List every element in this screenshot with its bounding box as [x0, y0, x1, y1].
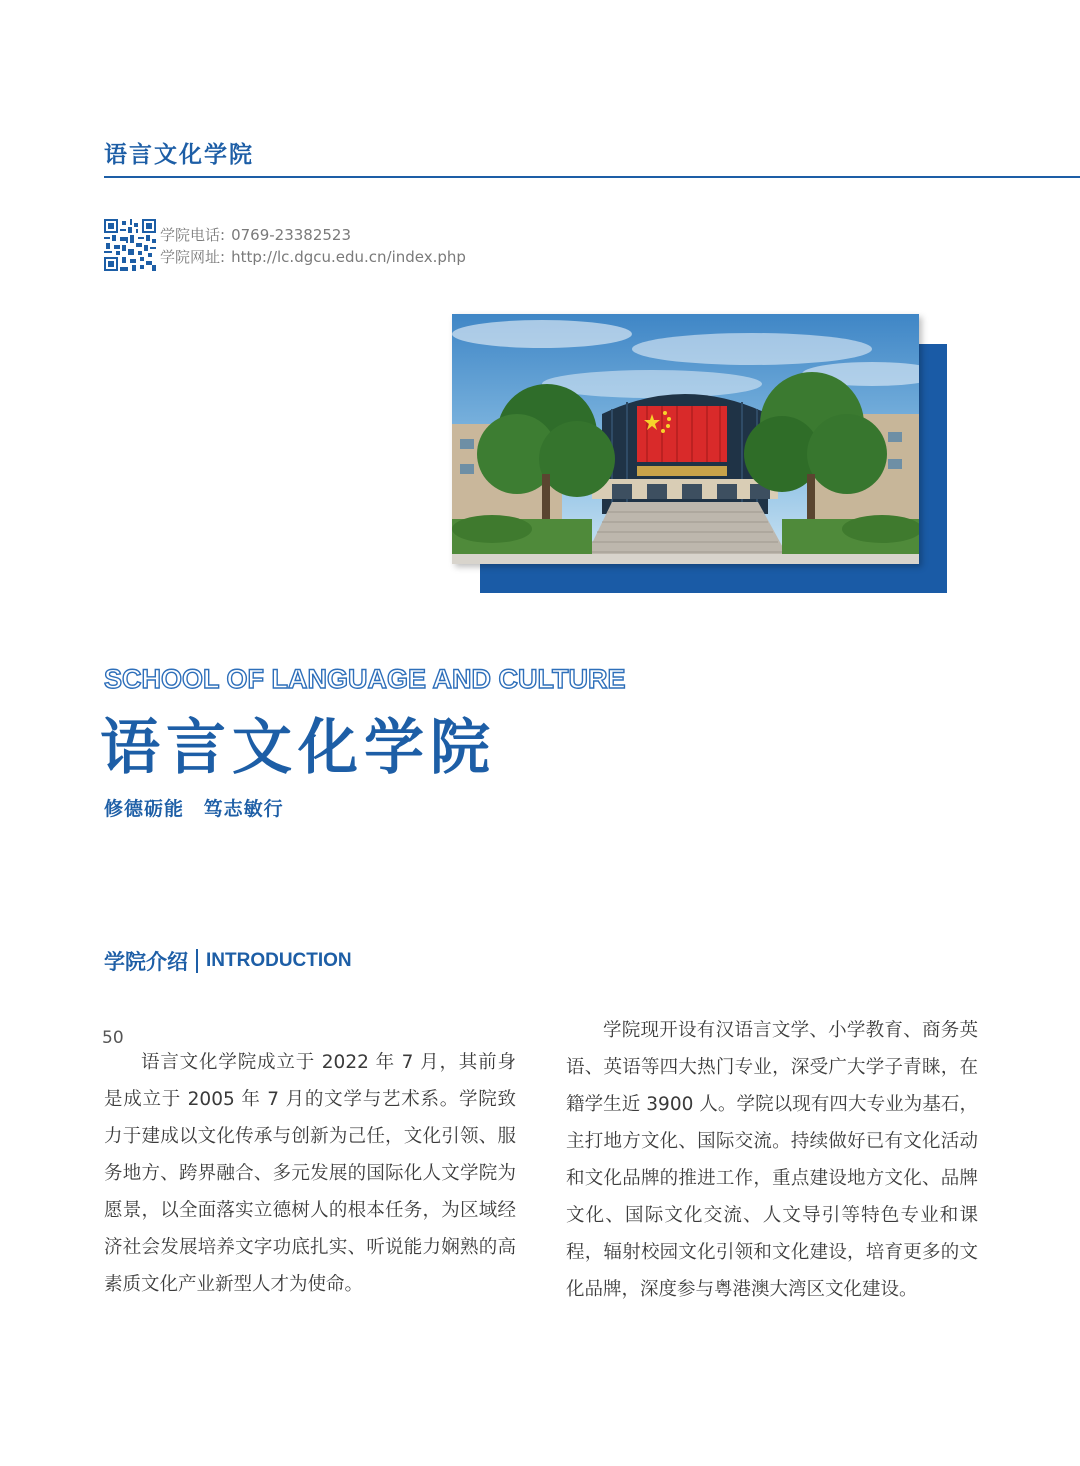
contact-phone — [160, 224, 351, 246]
motto: 修德砺能 笃志敏行 — [104, 798, 284, 820]
header-title: 语言文化学院 — [104, 142, 254, 168]
contact-website — [160, 246, 466, 268]
heading-divider — [196, 949, 198, 973]
section-heading-cn: 学院介绍 — [104, 950, 188, 974]
chinese-title: 语言文化学院 — [100, 713, 496, 783]
phone-number: 0769-23382523 — [231, 226, 351, 244]
website-link[interactable]: http://lc.dgcu.edu.cn/index.php — [231, 248, 466, 266]
intro-paragraph-left: 语言文化学院成立于 2022 年 7 月，其前身是成立于 2005 年 7 月的文学与艺术系。学院致力于建成以文化传承与创新为己任，文化引领、服务地方、跨界融合、多元发展的国际化人文学院为愿景，以全面落实立德树人的根本任务，为区域经济社会发展培养文字功底扎实、听说能力娴熟的高素质文化产业新型人才为使命。 — [104, 1052, 516, 1295]
website-label: 学院网址: — [160, 248, 226, 266]
english-title: SCHOOL OF LANGUAGE AND CULTURE — [104, 664, 626, 694]
qr-code-icon — [104, 219, 156, 271]
phone-label: 学院电话: — [160, 226, 226, 244]
intro-paragraph-right: 学院现开设有汉语言文学、小学教育、商务英语、英语等四大热门专业，深受广大学子青睐，在籍学生近 3900 人。学院以现有四大专业为基石，主打地方文化、国际交流。持续做好已有文化活动和文化品牌的推进工作，重点建设地方文化、品牌文化、国际文化交流、人文导引等特色专业和课程，辐射校园文化引领和文化建设，培育更多的文化品牌，深度参与粤港澳大湾区文化建设。 — [566, 1020, 978, 1300]
page-number: 50 — [102, 1028, 124, 1048]
library-building-photo — [452, 314, 919, 564]
section-heading-en: INTRODUCTION — [206, 950, 352, 971]
header-divider — [104, 176, 1080, 178]
section-heading-introduction — [104, 946, 352, 976]
